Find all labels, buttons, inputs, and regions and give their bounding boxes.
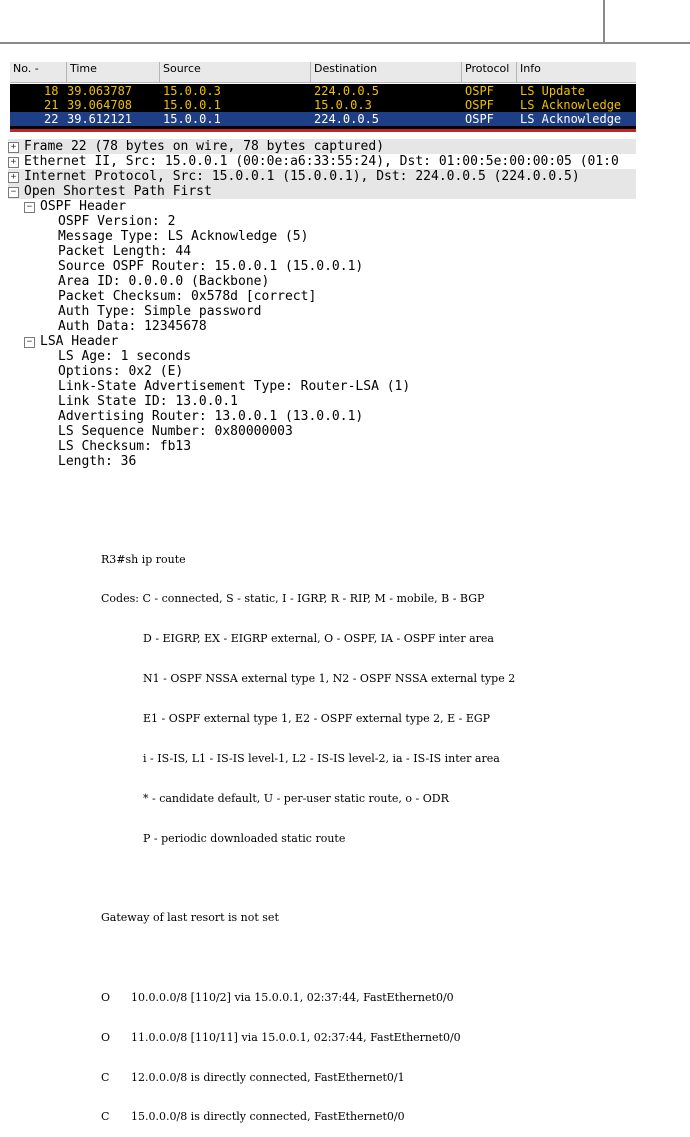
packet-destination: 224.0.0.5 bbox=[314, 112, 380, 126]
tree-item-ethernet[interactable]: + Ethernet II, Src: 15.0.0.1 (00:0e:a6:33:55:24), Dst: 01:00:5e:00:00:05 (01:0 bbox=[8, 154, 636, 169]
packet-destination: 224.0.0.5 bbox=[314, 84, 380, 98]
packet-row[interactable] bbox=[10, 98, 636, 112]
column-info[interactable]: Info bbox=[520, 62, 541, 75]
lsa-field[interactable]: Link-State Advertisement Type: Router-LSA (1) bbox=[58, 379, 411, 394]
cli-command: R3#sh ip route bbox=[101, 552, 186, 566]
lsa-field[interactable]: LS Age: 1 seconds bbox=[58, 349, 192, 364]
top-window-frame bbox=[0, 0, 690, 44]
ospf-field[interactable]: Packet Length: 44 bbox=[58, 244, 192, 259]
route-text: 15.0.0.0/8 is directly connected, FastEthernet0/0 bbox=[131, 1110, 405, 1124]
route-entry bbox=[101, 1031, 515, 1044]
packet-no: 22 bbox=[44, 112, 59, 126]
packet-no: 18 bbox=[44, 84, 59, 98]
tree-item-ospf[interactable]: − Open Shortest Path First bbox=[8, 184, 636, 199]
packet-destination: 15.0.0.3 bbox=[314, 98, 372, 112]
cli-codes-line: D - EIGRP, EX - EIGRP external, O - OSPF, IA - OSPF inter area bbox=[143, 632, 494, 646]
route-entry bbox=[101, 1071, 515, 1084]
route-text: 10.0.0.0/8 [110/2] via 15.0.0.1, 02:37:44, FastEthernet0/0 bbox=[131, 990, 454, 1004]
packet-list-header bbox=[10, 62, 636, 83]
route-text: 12.0.0.0/8 is directly connected, FastEthernet0/1 bbox=[131, 1070, 405, 1084]
lsa-field[interactable]: LS Checksum: fb13 bbox=[58, 439, 192, 454]
tree-item-frame[interactable]: + Frame 22 (78 bytes on wire, 78 bytes captured) bbox=[8, 139, 636, 154]
packet-info: LS Acknowledge bbox=[520, 98, 622, 112]
lsa-field[interactable]: Advertising Router: 13.0.0.1 (13.0.0.1) bbox=[58, 409, 364, 424]
cli-codes-line: P - periodic downloaded static route bbox=[143, 831, 346, 845]
route-code: O bbox=[101, 990, 111, 1004]
ospf-field[interactable]: Source OSPF Router: 15.0.0.1 (15.0.0.1) bbox=[58, 259, 364, 274]
collapse-icon[interactable]: − bbox=[8, 187, 19, 198]
route-text: 11.0.0.0/8 [110/11] via 15.0.0.1, 02:37:44, FastEthernet0/0 bbox=[131, 1030, 461, 1044]
lsa-field[interactable]: Length: 36 bbox=[58, 454, 137, 469]
column-protocol[interactable]: Protocol bbox=[462, 62, 517, 82]
cli-output bbox=[101, 526, 515, 1137]
column-destination[interactable]: Destination bbox=[311, 62, 462, 82]
route-code: C bbox=[101, 1110, 110, 1124]
packet-no: 21 bbox=[44, 98, 59, 112]
tree-item-ospf-header[interactable]: − OSPF Header bbox=[8, 199, 636, 214]
cli-codes-line: Codes: C - connected, S - static, I - IGRP, R - RIP, M - mobile, B - BGP bbox=[101, 592, 485, 606]
column-time[interactable]: Time bbox=[67, 62, 160, 82]
packet-source: 15.0.0.1 bbox=[163, 112, 221, 126]
ospf-field[interactable]: Message Type: LS Acknowledge (5) bbox=[58, 229, 309, 244]
packet-time: 39.612121 bbox=[67, 112, 133, 126]
packet-row-partial[interactable] bbox=[10, 126, 636, 132]
route-entry bbox=[101, 1110, 515, 1123]
ospf-field[interactable]: Area ID: 0.0.0.0 (Backbone) bbox=[58, 274, 270, 289]
column-no[interactable]: No. - bbox=[10, 62, 67, 82]
cli-codes-line: N1 - OSPF NSSA external type 1, N2 - OSPF NSSA external type 2 bbox=[143, 672, 516, 686]
lsa-field[interactable]: LS Sequence Number: 0x80000003 bbox=[58, 424, 293, 439]
packet-source: 15.0.0.1 bbox=[163, 98, 221, 112]
cli-gateway: Gateway of last resort is not set bbox=[101, 911, 279, 925]
frame-divider bbox=[603, 0, 605, 42]
packet-row-selected[interactable] bbox=[10, 112, 636, 126]
packet-row[interactable] bbox=[10, 84, 636, 98]
cli-codes-line: i - IS-IS, L1 - IS-IS level-1, L2 - IS-IS level-2, ia - IS-IS inter area bbox=[143, 752, 500, 766]
route-code: C bbox=[101, 1070, 110, 1084]
packet-list bbox=[10, 84, 636, 132]
packet-protocol: OSPF bbox=[465, 84, 494, 98]
packet-info: LS Update bbox=[520, 84, 586, 98]
route-code: O bbox=[101, 1030, 111, 1044]
ospf-field[interactable]: Auth Type: Simple password bbox=[58, 304, 262, 319]
tree-item-ip[interactable]: + Internet Protocol, Src: 15.0.0.1 (15.0.0.1), Dst: 224.0.0.5 (224.0.0.5) bbox=[8, 169, 636, 184]
ospf-field[interactable]: OSPF Version: 2 bbox=[58, 214, 176, 229]
cli-codes-line: E1 - OSPF external type 1, E2 - OSPF external type 2, E - EGP bbox=[143, 712, 491, 726]
expand-icon[interactable]: + bbox=[8, 172, 19, 183]
packet-protocol: OSPF bbox=[465, 112, 494, 126]
lsa-field[interactable]: Link State ID: 13.0.0.1 bbox=[58, 394, 239, 409]
packet-info: LS Acknowledge bbox=[520, 112, 622, 126]
packet-source: 15.0.0.3 bbox=[163, 84, 221, 98]
cli-codes-line: * - candidate default, U - per-user static route, o - ODR bbox=[143, 791, 449, 805]
packet-protocol: OSPF bbox=[465, 98, 494, 112]
lsa-field[interactable]: Options: 0x2 (E) bbox=[58, 364, 184, 379]
expand-icon[interactable]: + bbox=[8, 157, 19, 168]
packet-time: 39.064708 bbox=[67, 98, 133, 112]
route-entry bbox=[101, 991, 515, 1004]
ospf-field[interactable]: Auth Data: 12345678 bbox=[58, 319, 207, 334]
expand-icon[interactable]: + bbox=[8, 142, 19, 153]
column-source[interactable]: Source bbox=[160, 62, 311, 82]
collapse-icon[interactable]: − bbox=[24, 337, 35, 348]
ospf-field[interactable]: Packet Checksum: 0x578d [correct] bbox=[58, 289, 317, 304]
packet-details-tree bbox=[8, 139, 636, 469]
tree-item-lsa-header[interactable]: − LSA Header bbox=[8, 334, 636, 349]
packet-time: 39.063787 bbox=[67, 84, 133, 98]
collapse-icon[interactable]: − bbox=[24, 202, 35, 213]
